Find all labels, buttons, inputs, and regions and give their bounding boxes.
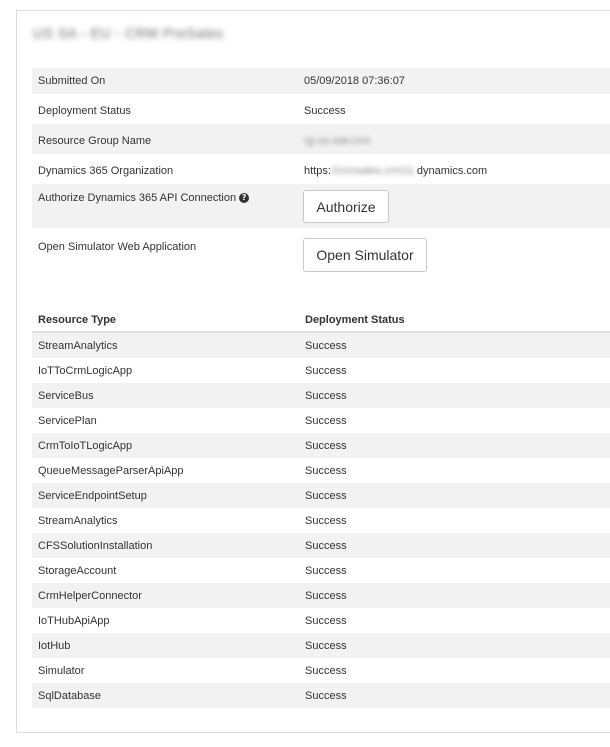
authorize-row	[32, 184, 610, 228]
deploy-status-value: Success	[304, 105, 346, 117]
resources-table	[32, 307, 610, 708]
resource-type-cell: StorageAccount	[38, 565, 117, 577]
resource-type-cell: ServiceBus	[38, 390, 94, 402]
deployment-status-cell: Success	[305, 665, 347, 677]
deployment-panel	[16, 10, 610, 733]
authorize-label: Authorize Dynamics 365 API Connection	[38, 192, 237, 204]
deployment-info	[32, 68, 610, 281]
deploy-status-label: Deployment Status	[38, 105, 131, 117]
authorize-label-wrap	[38, 192, 249, 204]
deployment-status-cell: Success	[305, 415, 347, 427]
authorize-button[interactable]: Authorize	[303, 190, 389, 223]
deployment-status-cell: Success	[305, 615, 347, 627]
resource-type-cell: IotHub	[38, 640, 71, 652]
deployment-status-cell: Success	[305, 465, 347, 477]
simulator-label: Open Simulator Web Application	[38, 241, 197, 253]
dynamics-org-url-hidden: //crmsales.crm11.	[330, 165, 417, 177]
dynamics-org-url	[304, 165, 487, 177]
resource-type-cell: ServiceEndpointSetup	[38, 490, 147, 502]
resource-type-cell: QueueMessageParserApiApp	[38, 465, 184, 477]
resource-type-cell: CFSSolutionInstallation	[38, 540, 153, 552]
resource-group-label: Resource Group Name	[38, 135, 152, 147]
column-header-resource-type: Resource Type	[38, 314, 117, 326]
table-row	[32, 483, 610, 508]
submitted-label: Submitted On	[38, 75, 106, 87]
dynamics-org-row	[32, 154, 610, 184]
table-row	[32, 333, 610, 358]
resource-type-cell: StreamAnalytics	[38, 515, 118, 527]
resource-type-cell: CrmHelperConnector	[38, 590, 142, 602]
deployment-status-cell: Success	[305, 515, 347, 527]
simulator-row	[32, 228, 610, 281]
resource-group-value: rg-us-eat-crm	[304, 135, 371, 147]
dynamics-org-url-suffix: dynamics.com	[416, 165, 488, 177]
dynamics-org-url-prefix: https:	[304, 165, 331, 177]
table-row	[32, 633, 610, 658]
table-row	[32, 533, 610, 558]
help-icon[interactable]: ?	[239, 193, 249, 203]
resource-type-cell: ServicePlan	[38, 415, 97, 427]
deployment-status-cell: Success	[305, 440, 347, 452]
resource-type-cell: IoTToCrmLogicApp	[38, 365, 133, 377]
resource-type-cell: StreamAnalytics	[38, 340, 118, 352]
table-row	[32, 433, 610, 458]
deployment-status-cell: Success	[305, 540, 347, 552]
resource-type-cell: CrmToIoTLogicApp	[38, 440, 133, 452]
table-row	[32, 508, 610, 533]
table-row	[32, 583, 610, 608]
column-header-deployment-status: Deployment Status	[305, 314, 405, 326]
panel-title: US SA - EU - CRM PreSales	[33, 25, 224, 41]
table-row	[32, 683, 610, 708]
deployment-status-cell: Success	[305, 690, 347, 702]
resources-table-body	[32, 333, 610, 708]
table-row	[32, 658, 610, 683]
deployment-status-cell: Success	[305, 490, 347, 502]
resource-type-cell: SqlDatabase	[38, 690, 101, 702]
table-row	[32, 408, 610, 433]
deployment-status-cell: Success	[305, 565, 347, 577]
deploy-status-row	[32, 94, 610, 124]
resource-type-cell: Simulator	[38, 665, 85, 677]
submitted-value: 05/09/2018 07:36:07	[304, 75, 405, 87]
deployment-status-cell: Success	[305, 590, 347, 602]
resources-table-header	[32, 307, 610, 333]
table-row	[32, 608, 610, 633]
deployment-status-cell: Success	[305, 340, 347, 352]
resource-type-cell: IoTHubApiApp	[38, 615, 110, 627]
table-row	[32, 383, 610, 408]
open-simulator-button[interactable]: Open Simulator	[303, 238, 427, 272]
submitted-row	[32, 68, 610, 94]
deployment-status-cell: Success	[305, 390, 347, 402]
table-row	[32, 458, 610, 483]
table-row	[32, 358, 610, 383]
dynamics-org-label: Dynamics 365 Organization	[38, 165, 174, 177]
deployment-status-cell: Success	[305, 365, 347, 377]
deployment-status-cell: Success	[305, 640, 347, 652]
resource-group-row	[32, 124, 610, 154]
table-row	[32, 558, 610, 583]
